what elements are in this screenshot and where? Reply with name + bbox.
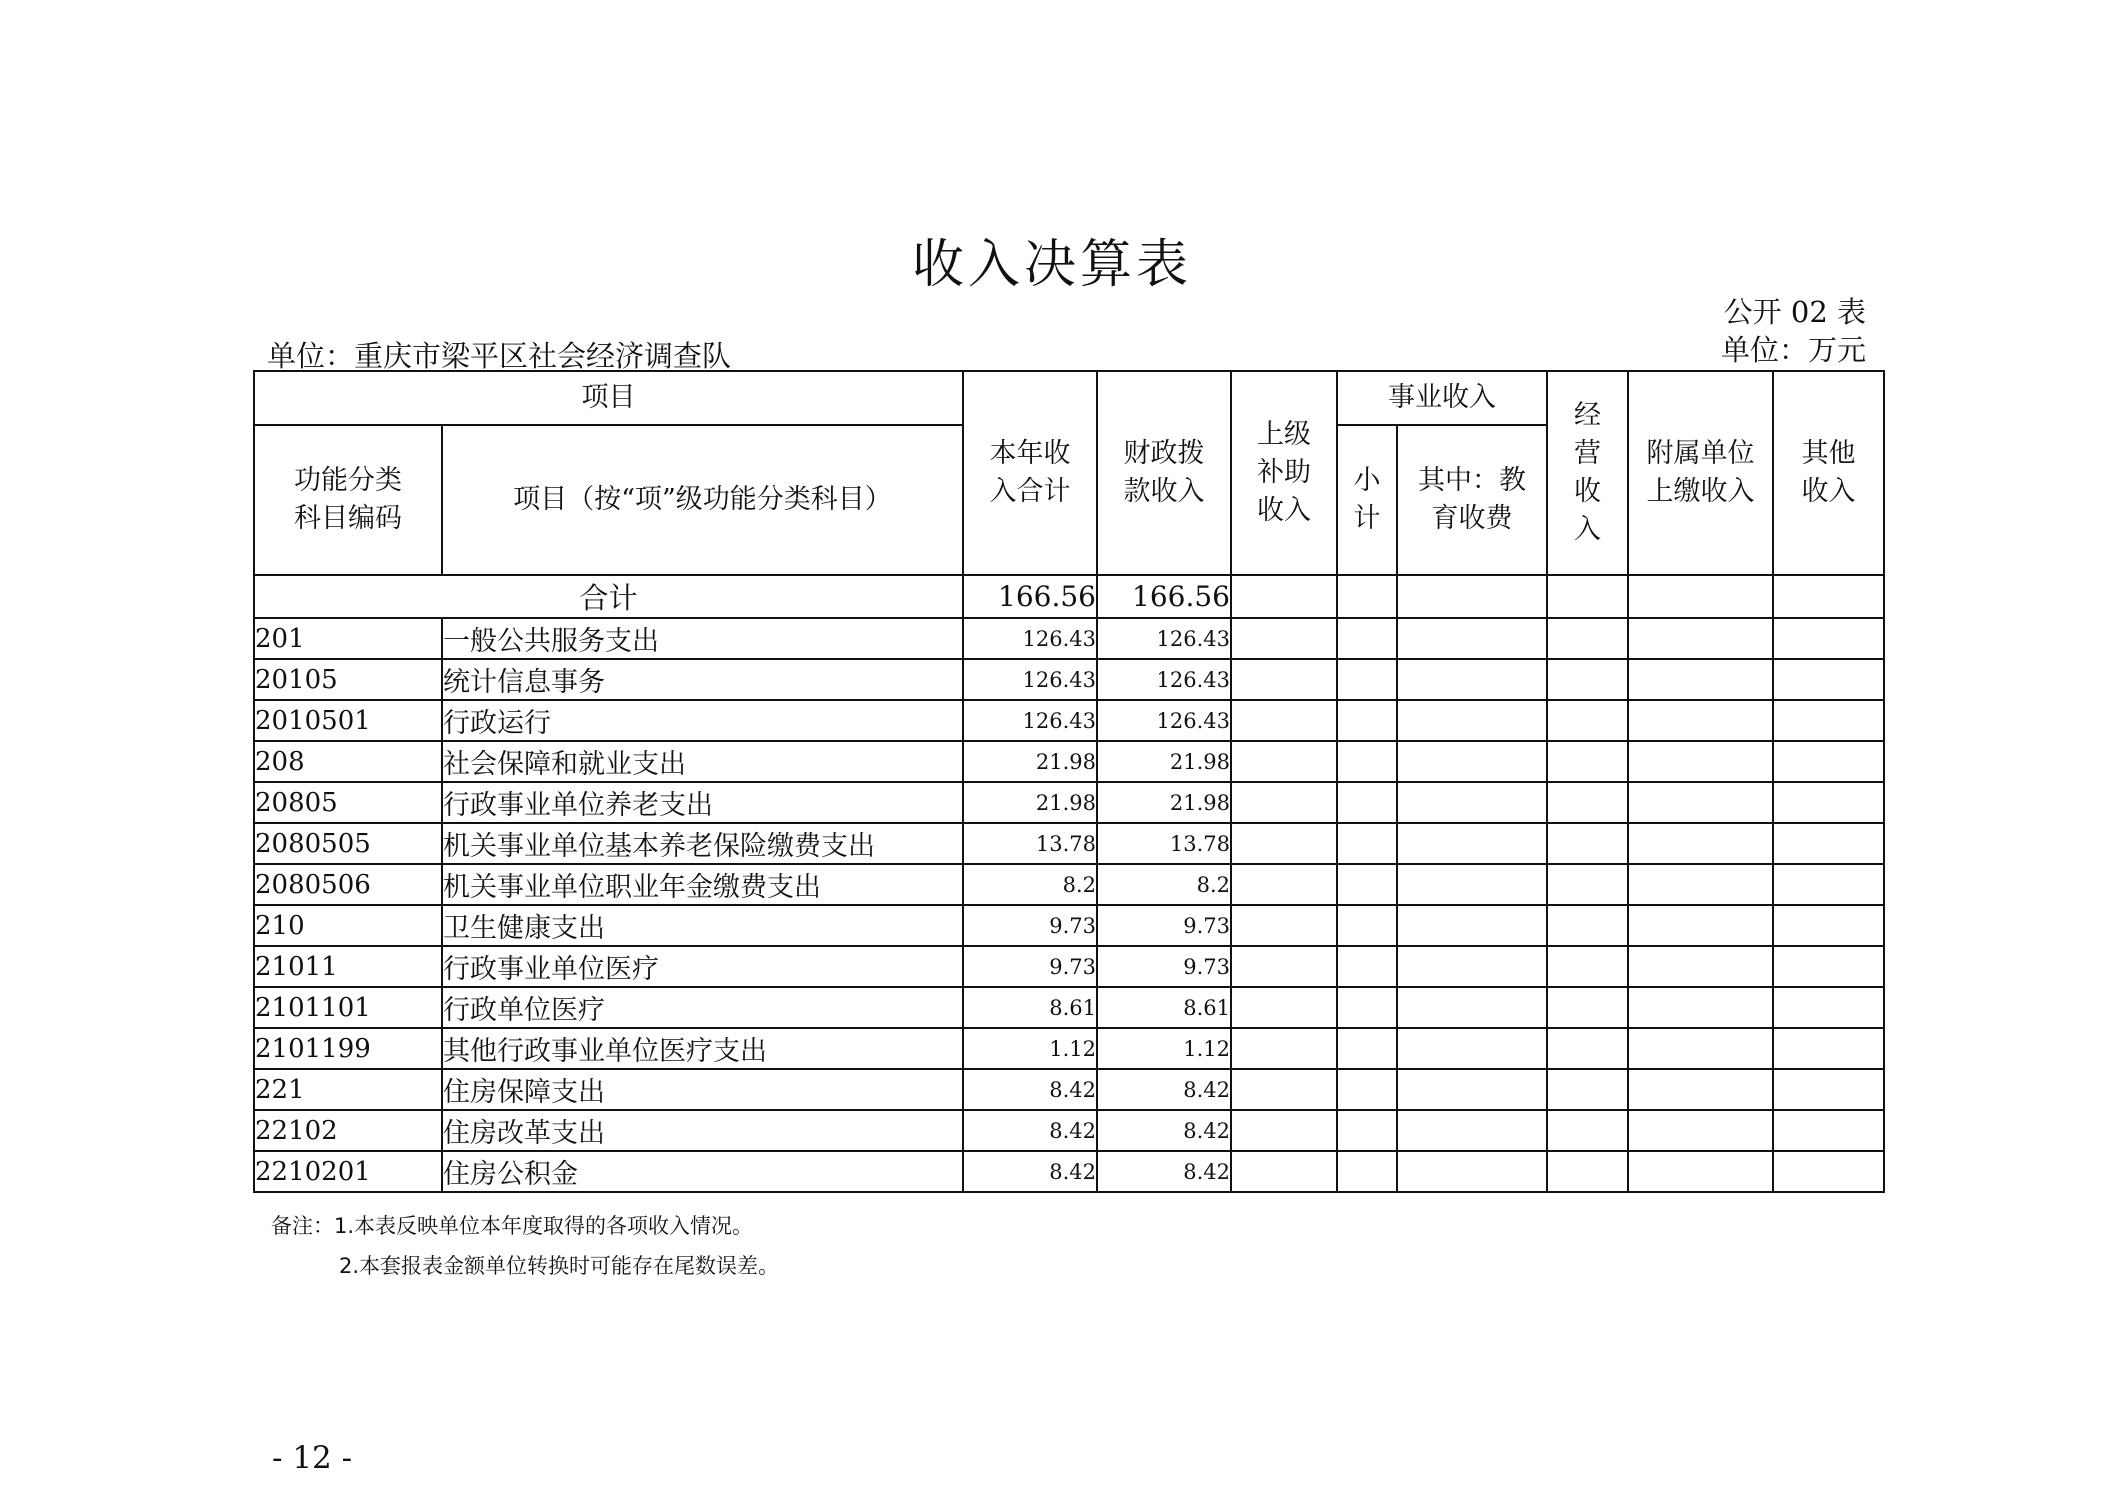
row-name: 机关事业单位基本养老保险缴费支出 [442, 823, 963, 864]
row-code: 2080506 [254, 864, 442, 905]
row-fiscal: 126.43 [1097, 659, 1231, 700]
row-fiscal: 126.43 [1097, 700, 1231, 741]
header-subtotal: 小计 [1337, 425, 1397, 575]
table-row [254, 823, 1884, 864]
row-total: 126.43 [963, 618, 1097, 659]
empty-cell [1773, 987, 1884, 1028]
empty-cell [1773, 741, 1884, 782]
row-total: 9.73 [963, 905, 1097, 946]
empty-cell [1628, 905, 1773, 946]
reporting-unit: 单位：重庆市梁平区社会经济调查队 [267, 339, 732, 373]
empty-cell [1397, 618, 1547, 659]
empty-cell [1231, 1028, 1337, 1069]
row-code: 2101101 [254, 987, 442, 1028]
row-code: 221 [254, 1069, 442, 1110]
empty-cell [1337, 905, 1397, 946]
empty-cell [1628, 823, 1773, 864]
empty-cell [1773, 782, 1884, 823]
empty-cell [1337, 1069, 1397, 1110]
row-fiscal: 8.2 [1097, 864, 1231, 905]
row-name: 卫生健康支出 [442, 905, 963, 946]
row-code: 201 [254, 618, 442, 659]
empty-cell [1231, 659, 1337, 700]
table-row [254, 1110, 1884, 1151]
empty-cell [1397, 659, 1547, 700]
empty-cell [1397, 864, 1547, 905]
empty-cell [1397, 946, 1547, 987]
empty-cell [1628, 987, 1773, 1028]
empty-cell [1231, 741, 1337, 782]
header-other: 其他收入 [1773, 371, 1884, 575]
empty-cell [1337, 823, 1397, 864]
header-name: 项目（按“项”级功能分类科目） [442, 425, 963, 575]
header-total: 本年收入合计 [963, 371, 1097, 575]
empty-cell [1397, 741, 1547, 782]
empty-cell [1547, 618, 1628, 659]
row-code: 2101199 [254, 1028, 442, 1069]
empty-cell [1547, 659, 1628, 700]
total-row [254, 575, 1884, 618]
empty-cell [1628, 946, 1773, 987]
row-total: 8.61 [963, 987, 1097, 1028]
row-total: 8.42 [963, 1110, 1097, 1151]
row-total: 8.42 [963, 1069, 1097, 1110]
empty-cell [1773, 1028, 1884, 1069]
row-name: 其他行政事业单位医疗支出 [442, 1028, 963, 1069]
empty-cell [1547, 700, 1628, 741]
row-total: 126.43 [963, 700, 1097, 741]
empty-cell [1231, 1069, 1337, 1110]
header-project: 项目 [254, 371, 963, 425]
empty-cell [1231, 823, 1337, 864]
row-total: 21.98 [963, 782, 1097, 823]
empty-cell [1337, 700, 1397, 741]
table-row [254, 905, 1884, 946]
currency-unit: 单位：万元 [1720, 333, 1866, 367]
empty-cell [1547, 782, 1628, 823]
empty-cell [1231, 700, 1337, 741]
row-total: 126.43 [963, 659, 1097, 700]
table-row [254, 659, 1884, 700]
empty-cell [1628, 700, 1773, 741]
row-code: 2210201 [254, 1151, 442, 1192]
table-row [254, 987, 1884, 1028]
row-fiscal: 1.12 [1097, 1028, 1231, 1069]
row-name: 机关事业单位职业年金缴费支出 [442, 864, 963, 905]
row-name: 行政运行 [442, 700, 963, 741]
empty-cell [1628, 1151, 1773, 1192]
row-name: 社会保障和就业支出 [442, 741, 963, 782]
empty-cell [1628, 741, 1773, 782]
row-fiscal: 13.78 [1097, 823, 1231, 864]
row-name: 行政事业单位医疗 [442, 946, 963, 987]
note-line-2: 2.本套报表金额单位转换时可能存在尾数误差。 [339, 1254, 780, 1278]
row-name: 行政单位医疗 [442, 987, 963, 1028]
table-row [254, 782, 1884, 823]
empty-cell [1773, 1069, 1884, 1110]
total-fiscal: 166.56 [1097, 575, 1231, 618]
row-total: 21.98 [963, 741, 1097, 782]
empty-cell [1231, 905, 1337, 946]
empty-cell [1337, 659, 1397, 700]
total-label: 合计 [254, 575, 963, 618]
empty-cell [1547, 823, 1628, 864]
row-total: 8.2 [963, 864, 1097, 905]
table-row [254, 741, 1884, 782]
empty-cell [1773, 823, 1884, 864]
empty-cell [1547, 864, 1628, 905]
empty-cell [1773, 1110, 1884, 1151]
header-superior: 上级补助收入 [1231, 371, 1337, 575]
page-number: - 12 - [272, 1440, 353, 1476]
note-line-1: 备注：1.本表反映单位本年度取得的各项收入情况。 [271, 1214, 754, 1238]
empty-cell [1397, 905, 1547, 946]
empty-cell [1397, 987, 1547, 1028]
row-fiscal: 8.61 [1097, 987, 1231, 1028]
empty-cell [1628, 618, 1773, 659]
row-fiscal: 9.73 [1097, 946, 1231, 987]
empty-cell [1397, 782, 1547, 823]
empty-cell [1397, 1151, 1547, 1192]
empty-cell [1773, 700, 1884, 741]
empty-cell [1773, 1151, 1884, 1192]
empty-cell [1628, 1028, 1773, 1069]
total-income: 166.56 [963, 575, 1097, 618]
empty-cell [1547, 946, 1628, 987]
empty-cell [1337, 1110, 1397, 1151]
empty-cell [1547, 1151, 1628, 1192]
table-row [254, 1151, 1884, 1192]
header-code: 功能分类科目编码 [254, 425, 442, 575]
empty-cell [1397, 700, 1547, 741]
row-name: 住房保障支出 [442, 1069, 963, 1110]
empty-cell [1231, 1110, 1337, 1151]
table-row [254, 864, 1884, 905]
empty-cell [1628, 864, 1773, 905]
row-fiscal: 21.98 [1097, 741, 1231, 782]
empty-cell [1547, 1028, 1628, 1069]
page-title: 收入决算表 [911, 235, 1192, 295]
row-total: 8.42 [963, 1151, 1097, 1192]
row-total: 9.73 [963, 946, 1097, 987]
empty-cell [1773, 905, 1884, 946]
row-fiscal: 8.42 [1097, 1069, 1231, 1110]
row-fiscal: 21.98 [1097, 782, 1231, 823]
header-operating: 经营收入 [1547, 371, 1628, 575]
row-fiscal: 8.42 [1097, 1151, 1231, 1192]
empty-cell [1231, 782, 1337, 823]
empty-cell [1397, 823, 1547, 864]
row-name: 住房改革支出 [442, 1110, 963, 1151]
empty-cell [1231, 946, 1337, 987]
table-row [254, 1069, 1884, 1110]
empty-cell [1397, 1069, 1547, 1110]
row-code: 21011 [254, 946, 442, 987]
header-affiliated: 附属单位上缴收入 [1628, 371, 1773, 575]
empty-cell [1628, 1110, 1773, 1151]
header-education: 其中：教育收费 [1397, 425, 1547, 575]
empty-cell [1337, 864, 1397, 905]
empty-cell [1337, 987, 1397, 1028]
empty-cell [1773, 864, 1884, 905]
table-row [254, 618, 1884, 659]
form-number: 公开 02 表 [1723, 295, 1866, 329]
empty-cell [1628, 782, 1773, 823]
income-table [253, 370, 1885, 1193]
row-fiscal: 126.43 [1097, 618, 1231, 659]
empty-cell [1337, 1028, 1397, 1069]
row-code: 20805 [254, 782, 442, 823]
empty-cell [1547, 905, 1628, 946]
row-code: 2010501 [254, 700, 442, 741]
empty-cell [1628, 1069, 1773, 1110]
empty-cell [1397, 1110, 1547, 1151]
empty-cell [1337, 946, 1397, 987]
empty-cell [1773, 618, 1884, 659]
row-total: 1.12 [963, 1028, 1097, 1069]
table-row [254, 946, 1884, 987]
empty-cell [1547, 1069, 1628, 1110]
empty-cell [1773, 946, 1884, 987]
empty-cell [1628, 659, 1773, 700]
row-code: 208 [254, 741, 442, 782]
empty-cell [1547, 987, 1628, 1028]
header-fiscal: 财政拨款收入 [1097, 371, 1231, 575]
row-fiscal: 8.42 [1097, 1110, 1231, 1151]
empty-cell [1231, 987, 1337, 1028]
table-row [254, 1028, 1884, 1069]
row-name: 行政事业单位养老支出 [442, 782, 963, 823]
empty-cell [1337, 741, 1397, 782]
header-business: 事业收入 [1337, 371, 1547, 425]
empty-cell [1773, 659, 1884, 700]
row-total: 13.78 [963, 823, 1097, 864]
row-code: 20105 [254, 659, 442, 700]
empty-cell [1547, 1110, 1628, 1151]
row-code: 22102 [254, 1110, 442, 1151]
empty-cell [1547, 741, 1628, 782]
row-name: 一般公共服务支出 [442, 618, 963, 659]
empty-cell [1231, 1151, 1337, 1192]
table-row [254, 700, 1884, 741]
empty-cell [1231, 618, 1337, 659]
row-code: 210 [254, 905, 442, 946]
empty-cell [1397, 1028, 1547, 1069]
empty-cell [1337, 618, 1397, 659]
empty-cell [1337, 782, 1397, 823]
row-code: 2080505 [254, 823, 442, 864]
row-fiscal: 9.73 [1097, 905, 1231, 946]
row-name: 统计信息事务 [442, 659, 963, 700]
empty-cell [1231, 864, 1337, 905]
row-name: 住房公积金 [442, 1151, 963, 1192]
empty-cell [1337, 1151, 1397, 1192]
